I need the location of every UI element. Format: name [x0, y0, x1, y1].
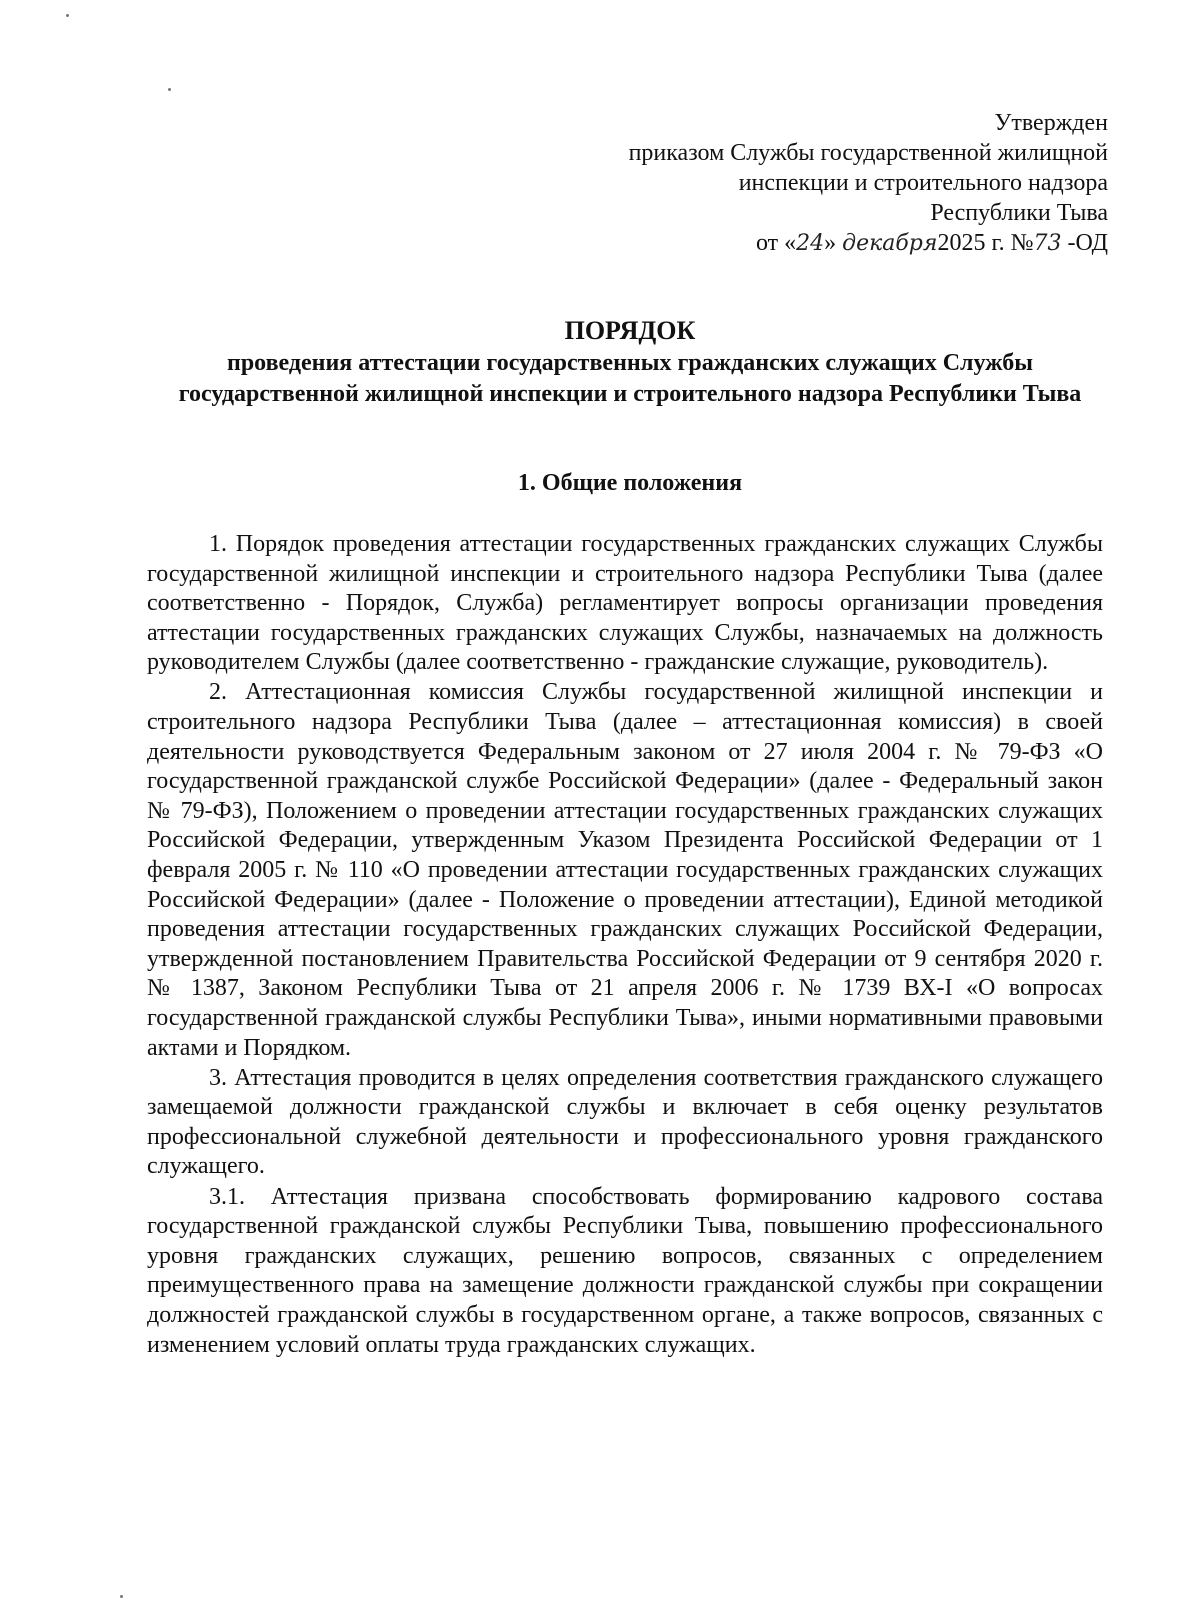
paragraph: 2. Аттестационная комиссия Службы государственной жилищной инспекции и строительного надзора Республики Тыва (далее – аттестационная комиссия) в своей деятельности руководствуется Федеральным законом от 27 июля 2004 г. № 79-ФЗ «О государственной гражданской службе Российской Федерации» (далее - Федеральный закон № 79-ФЗ), Положением о проведении аттестации государственных гражданских служащих Российской Федерации, утвержденным Указом Президента Российской Федерации от 1 февраля 2005 г. № 110 «О проведении аттестации государственных гражданских служащих Российской Федерации» (далее - Положение о проведении аттестации), Единой методикой проведения аттестации государственных гражданских служащих Российской Федерации, утвержденной постановлением Правительства Российской Федерации от 9 сентября 2020 г. № 1387, Законом Республики Тыва от 21 апреля 2006 г. № 1739 ВХ-I «О вопросах государственной гражданской службы Республики Тыва», иными нормативными правовыми актами и Порядком.: [147, 679, 1103, 1061]
approval-date-line: [629, 228, 1108, 259]
title-main: ПОРЯДОК: [564, 316, 696, 345]
approval-line: Республики Тыва: [930, 200, 1108, 226]
paragraph: 3.1. Аттестация призвана способствовать формированию кадрового состава государственной гражданской службы Республики Тыва, повышению профессионального уровня гражданских служащих, решению вопросов, связанных с определением преимущественного права на замещение должности гражданской службы при сокращении должностей гражданской службы в государственном органе, а также вопросов, связанных с изменением условий оплаты труда гражданских служащих.: [147, 1183, 1103, 1358]
section-heading: 1. Общие положения: [517, 470, 743, 496]
date-suffix: 2025 г. №: [937, 230, 1034, 256]
approval-line: приказом Службы государственной жилищной: [628, 140, 1108, 166]
paragraph: 3. Аттестация проводится в целях определения соответствия гражданского служащего замещаемой должности гражданской службы и включает в себя оценку результатов профессиональной служебной деятельности и профессионального уровня гражданского служащего.: [147, 1064, 1103, 1180]
scan-speck: [66, 14, 69, 17]
handwritten-month: декабря: [842, 231, 938, 256]
scan-speck: [120, 1595, 123, 1598]
approval-stamp-block: [629, 108, 1108, 259]
paragraph: 1. Порядок проведения аттестации государственных гражданских служащих Службы государственной жилищной инспекции и строительного надзора Республики Тыва (далее соответственно - Порядок, Служба) регламентирует вопросы организации проведения аттестации государственных гражданских служащих Службы, назначаемых на должность руководителем Службы (далее соответственно - гражданские служащие, руководитель).: [147, 531, 1103, 676]
date-prefix: от «: [755, 230, 797, 256]
document-title: [160, 314, 1100, 410]
handwritten-day: 24: [796, 231, 825, 256]
handwritten-number: 73: [1033, 231, 1062, 256]
document-body: [147, 530, 1103, 1360]
title-subtitle: проведения аттестации государственных гражданских служащих Службы государственной жилищной инспекции и строительного надзора Республики Тыва: [178, 350, 1082, 407]
scan-speck: [168, 88, 171, 91]
date-mid: »: [824, 230, 843, 256]
approval-line: Утвержден: [994, 110, 1108, 136]
approval-line: инспекции и строительного надзора: [738, 170, 1108, 196]
order-suffix: -ОД: [1061, 230, 1108, 256]
